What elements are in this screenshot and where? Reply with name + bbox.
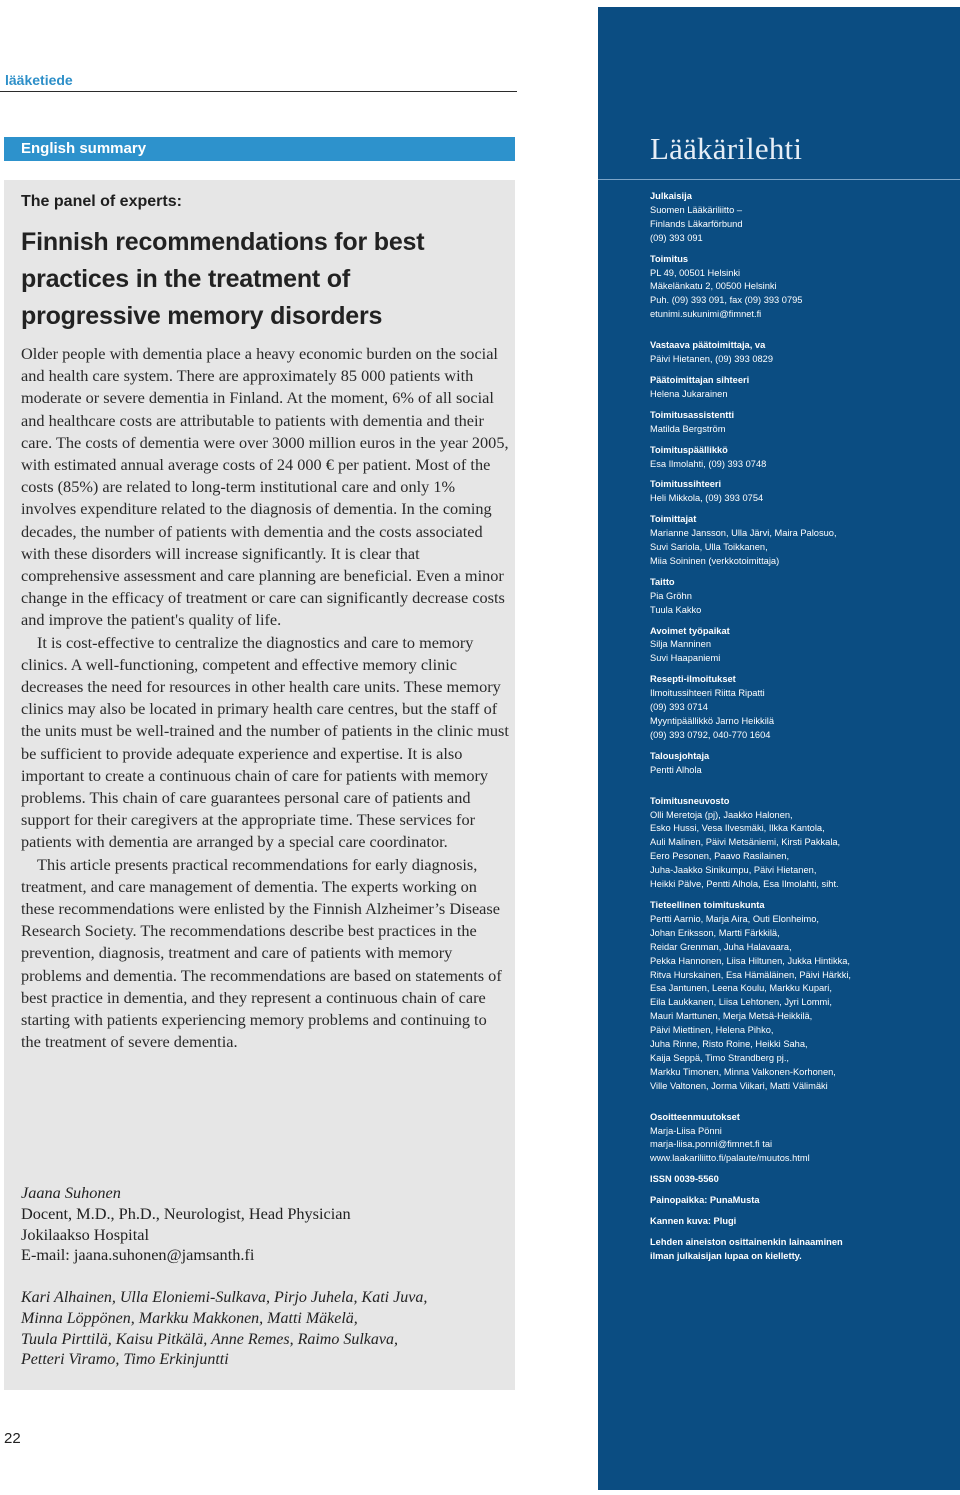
journal-title: Lääkärilehti [650, 131, 803, 166]
masthead-line: Eero Pesonen, Paavo Rasilainen, [650, 851, 790, 862]
masthead-heading: Lehden aineiston osittainenkin lainaaminen [650, 1237, 843, 1247]
masthead-line: Reidar Grenman, Juha Halavaara, [650, 941, 792, 952]
masthead-line: Myyntipäällikkö Jarno Heikkilä [650, 716, 775, 726]
masthead-line: Kaija Seppä, Timo Strandberg pj., [650, 1052, 790, 1063]
masthead-line: Marja-Liisa Pönni [650, 1125, 722, 1136]
english-summary-bar: English summary [4, 137, 515, 161]
masthead-line: Suvi Haapaniemi [650, 653, 721, 664]
masthead-block [650, 625, 950, 667]
masthead-heading: Vastaava päätoimittaja, va [650, 340, 766, 351]
masthead-block [650, 1173, 950, 1187]
masthead-line: Pertti Aarnio, Marja Aira, Outi Elonheimo, [650, 913, 819, 924]
masthead-line: (09) 393 0714 [650, 702, 708, 713]
masthead-line: ilman julkaisijan lupaa on kielletty. [650, 1250, 802, 1261]
masthead-line: Päivi Miettinen, Helena Pihko, [650, 1025, 774, 1036]
masthead-line: Juha Rinne, Risto Roine, Heikki Saha, [650, 1039, 808, 1050]
body-paragraph: Older people with dementia place a heavy economic burden on the social and health care system. There are approximately 85 000 patients with moderate or severe dementia in Finland. At the moment, 6% of all social and healthcare costs are attributable to patients with dementia and their care. The costs of dementia were over 3000 million euros in the year 2005, with estimated annual average costs of 24 000 € per patient. Most of the costs (85%) are related to long-term institutional care and only 1% involves expenditure related to the diagnosis of dementia. In the coming decades, the number of patients with dementia and the costs associated with these disorders will increase significantly. It is clear that comprehensive assessment and care planning are beneficial. Even a minor change in the efficacy of treatment or care can significantly decrease costs and improve the patient's quality of life. [21, 344, 509, 630]
masthead-line: etunimi.sukunimi@fimnet.fi [650, 309, 762, 320]
masthead-heading: Tieteellinen toimituskunta [650, 899, 765, 910]
masthead-line: Finlands Läkarförbund [650, 218, 743, 229]
masthead-line: Pentti Alhola [650, 764, 702, 775]
masthead-line: Marianne Jansson, Ulla Järvi, Maira Palosuo, [650, 528, 837, 539]
author-title: Docent, M.D., Ph.D., Neurologist, Head Physician [21, 1203, 351, 1223]
masthead-heading: Julkaisija [650, 191, 692, 201]
masthead-line: Miia Soininen (verkkotoimittaja) [650, 555, 780, 566]
masthead-line: www.laakariliitto.fi/palaute/muutos.html [650, 1153, 810, 1164]
masthead-line: Silja Manninen [650, 639, 711, 650]
masthead-heading: Avoimet työpaikat [650, 625, 730, 636]
author-name: Jaana Suhonen [21, 1183, 121, 1202]
masthead-line: Heli Mikkola, (09) 393 0754 [650, 493, 764, 504]
section-label: lääketiede [5, 72, 73, 88]
masthead-block [650, 795, 950, 892]
masthead-line: Mauri Marttunen, Merja Metsä-Heikkilä, [650, 1011, 813, 1022]
coauthor-line: Minna Löppönen, Markku Makkonen, Matti Mäkelä, [21, 1309, 358, 1327]
masthead-line: PL 49, 00501 Helsinki [650, 267, 741, 278]
masthead-line: Olli Meretoja (pj), Jaakko Halonen, [650, 809, 793, 820]
coauthor-line: Tuula Pirttilä, Kaisu Pitkälä, Anne Remes, Raimo Sulkava, [21, 1330, 399, 1348]
masthead-heading: Talousjohtaja [650, 750, 710, 761]
article-body [21, 343, 509, 1054]
masthead-block [650, 1111, 950, 1167]
masthead-block [650, 513, 950, 569]
masthead-block [650, 444, 950, 472]
masthead-heading: Toimitus [650, 253, 689, 264]
sidebar-divider [598, 179, 960, 180]
masthead-line: Puh. (09) 393 091, fax (09) 393 0795 [650, 295, 803, 306]
masthead-block [650, 576, 950, 618]
masthead-heading: Toimitusassistentti [650, 409, 735, 420]
masthead-heading: Toimituspäällikkö [650, 444, 728, 455]
masthead-heading: Osoitteenmuutokset [650, 1111, 740, 1122]
masthead-block [650, 374, 950, 402]
masthead-heading: Resepti-ilmoitukset [650, 674, 736, 685]
masthead-line: Tuula Kakko [650, 604, 702, 615]
masthead-list [650, 190, 950, 1271]
masthead-line: Ilmoitussihteeri Riitta Ripatti [650, 688, 765, 699]
page-number: 22 [4, 1430, 21, 1447]
masthead-line: Auli Malinen, Päivi Metsäniemi, Kirsti Pakkala, [650, 837, 841, 848]
masthead-block [650, 478, 950, 506]
masthead-block [650, 1215, 950, 1229]
masthead-heading: Kannen kuva: Plugi [650, 1216, 737, 1227]
masthead-block [650, 339, 950, 367]
masthead-line: Esa Jantunen, Leena Koulu, Markku Kupari, [650, 983, 832, 994]
masthead-line: Pekka Hannonen, Liisa Hiltunen, Jukka Hintikka, [650, 955, 850, 966]
article-title [21, 224, 501, 335]
masthead-heading: Painopaikka: PunaMusta [650, 1195, 760, 1206]
masthead-block [650, 190, 950, 246]
masthead-block [650, 1194, 950, 1208]
article-kicker: The panel of experts: [21, 193, 182, 210]
body-paragraph: It is cost-effective to centralize the diagnostics and care to memory clinics. A well-functioning, competent and effective memory clinic decreases the need for resources in other health care units. These memory clinics may also be located in primary health care centres, but the staff of the units must be well-trained and the number of patients in the clinic must be sufficient to provide adequate experience and expertise. It is also important to create a continuous chain of care for patients with memory problems. This chain of care guarantees personal care of patients and support for their caregivers at the appropriate time. These services for patients with dementia are arranged by a special care coordinator. [21, 632, 509, 852]
masthead-block [650, 1236, 950, 1264]
masthead-line: (09) 393 091 [650, 232, 703, 243]
masthead-heading: ISSN 0039-5560 [650, 1174, 719, 1185]
coauthors-block [21, 1288, 509, 1371]
masthead-line: Suvi Sariola, Ulla Toikkanen, [650, 542, 768, 553]
masthead-heading: Päätoimittajan sihteeri [650, 374, 750, 385]
masthead-line: Ville Valtonen, Jorma Viikari, Matti Välimäki [650, 1080, 828, 1091]
masthead-line: Juha-Jaakko Sinikumpu, Päivi Hietanen, [650, 865, 817, 876]
masthead-line: Ritva Hurskainen, Esa Hämäläinen, Päivi Härkki, [650, 969, 851, 980]
masthead-line: Esko Hussi, Vesa Ilvesmäki, Ilkka Kantola, [650, 823, 825, 834]
masthead-line: Johan Eriksson, Martti Färkkilä, [650, 927, 780, 938]
author-affiliation: Jokilaakso Hospital [21, 1224, 149, 1244]
masthead-line: Esa Ilmolahti, (09) 393 0748 [650, 458, 767, 469]
body-paragraph: This article presents practical recommendations for early diagnosis, treatment, and care management of dementia. The experts working on these recommendations were enlisted by the Finnish Alzheimer’s Disease Research Society. The recommendations describe best practices in the prevention, diagnosis, treatment and care of patients with memory problems and dementia. The recommendations are based on statements of best practice in dementia, and they represent a continuous chain of care starting with patients experiencing memory problems and continuing to the treatment of severe dementia. [21, 854, 502, 1052]
author-block [21, 1183, 501, 1266]
masthead-block [650, 253, 950, 323]
masthead-line: Päivi Hietanen, (09) 393 0829 [650, 354, 774, 365]
masthead-block [650, 409, 950, 437]
masthead-block [650, 750, 950, 778]
masthead-block [650, 673, 950, 743]
masthead-line: (09) 393 0792, 040-770 1604 [650, 729, 771, 740]
masthead-line: Heikki Pälve, Pentti Alhola, Esa Ilmolahti, siht. [650, 879, 839, 890]
masthead-heading: Toimittajat [650, 514, 697, 525]
title-line: progressive memory disorders [21, 302, 383, 330]
masthead-block [650, 785, 950, 795]
masthead-line: Markku Timonen, Minna Valkonen-Korhonen, [650, 1066, 836, 1077]
masthead-line: Matilda Bergström [650, 423, 726, 434]
masthead-line: Suomen Lääkäriliitto – [650, 204, 742, 215]
masthead-line: marja-liisa.ponni@fimnet.fi tai [650, 1139, 773, 1150]
coauthor-line: Kari Alhainen, Ulla Eloniemi-Sulkava, Pirjo Juhela, Kati Juva, [21, 1289, 428, 1306]
coauthor-line: Petteri Viramo, Timo Erkinjuntti [21, 1351, 229, 1369]
masthead-line: Helena Jukarainen [650, 388, 728, 399]
masthead-line: Mäkelänkatu 2, 00500 Helsinki [650, 281, 777, 292]
masthead-heading: Toimitussihteeri [650, 479, 722, 490]
masthead-block [650, 899, 950, 1094]
masthead-block [650, 329, 950, 339]
masthead-line: Eila Laukkanen, Liisa Lehtonen, Jyri Lommi, [650, 997, 832, 1008]
masthead-heading: Toimitusneuvosto [650, 795, 730, 806]
masthead-heading: Taitto [650, 576, 675, 587]
masthead-block [650, 1101, 950, 1111]
author-email: E-mail: jaana.suhonen@jamsanth.fi [21, 1245, 255, 1265]
masthead-line: Pia Gröhn [650, 590, 692, 601]
title-line: Finnish recommendations for best [21, 228, 425, 256]
title-line: practices in the treatment of [21, 265, 351, 293]
header-divider [0, 91, 517, 92]
